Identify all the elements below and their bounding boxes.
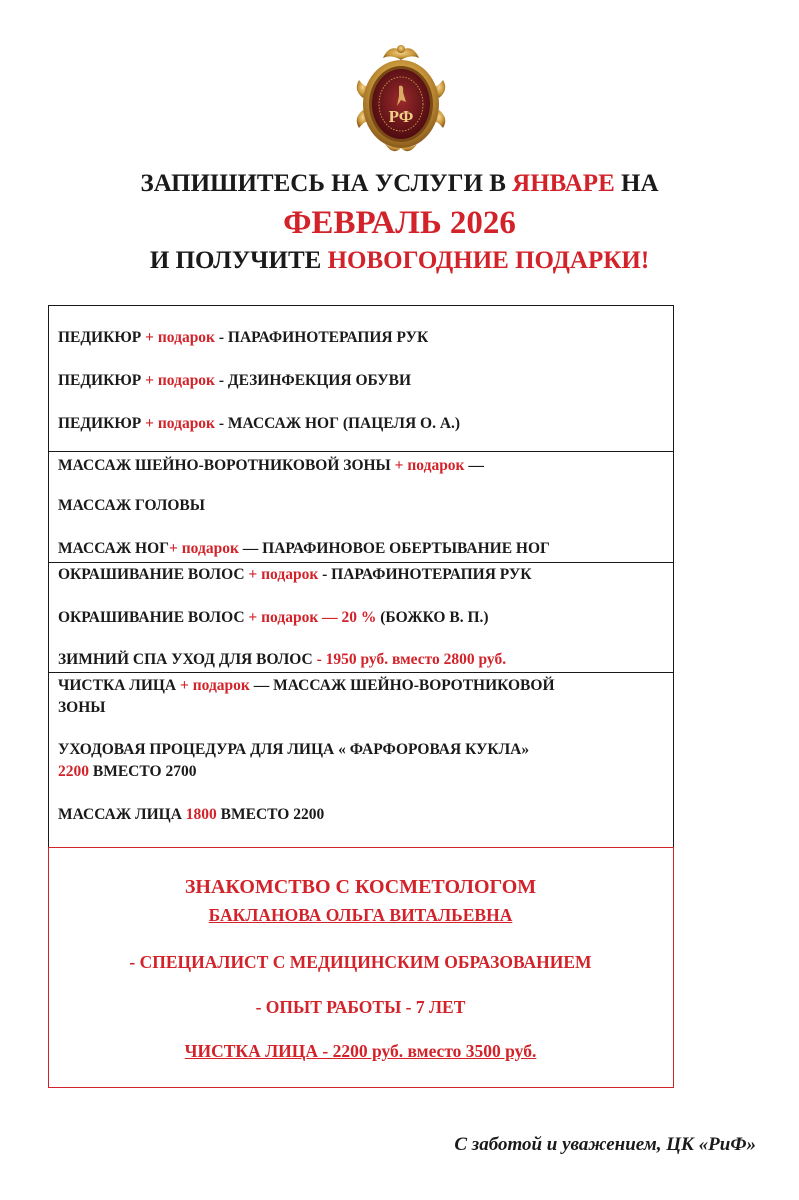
highlight-gifts: НОВОГОДНИЕ ПОДАРКИ! [327, 247, 650, 274]
signature: С заботой и уважением, ЦК «РиФ» [454, 1134, 756, 1155]
headline-line-3: И ПОЛУЧИТЕ НОВОГОДНИЕ ПОДАРКИ! [149, 247, 650, 274]
offer-line: ЗИМНИЙ СПА УХОД ДЛЯ ВОЛОС - 1950 руб. вместо 2800 руб. [58, 651, 507, 668]
offer-line: ПЕДИКЮР + подарок - ПАРАФИНОТЕРАПИЯ РУК [58, 329, 429, 346]
offer-line: ПЕДИКЮР + подарок - ДЕЗИНФЕКЦИЯ ОБУВИ [58, 372, 411, 389]
offer-line: МАССАЖ НОГ+ подарок — ПАРАФИНОВОЕ ОБЕРТЫВАНИЕ НОГ [58, 540, 550, 557]
face-offers-box [48, 672, 674, 848]
cosmetologist-point: - СПЕЦИАЛИСТ С МЕДИЦИНСКИМ ОБРАЗОВАНИЕМ [129, 952, 592, 972]
offer-line: УХОДОВАЯ ПРОЦЕДУРА ДЛЯ ЛИЦА « ФАРФОРОВАЯ КУКЛА» [58, 741, 530, 758]
logo-monogram: РФ [388, 107, 414, 126]
hair-offers-box [48, 562, 674, 673]
offer-line: ОКРАШИВАНИЕ ВОЛОС + подарок - ПАРАФИНОТЕРАПИЯ РУК [58, 566, 532, 583]
massage-offers-box [48, 451, 674, 563]
pedicure-offers-box [48, 305, 674, 452]
headline-date: ФЕВРАЛЬ 2026 [283, 205, 516, 241]
offer-line: ОКРАШИВАНИЕ ВОЛОС + подарок — 20 % (БОЖКО В. П.) [58, 609, 489, 626]
cosmetologist-box [48, 847, 674, 1088]
offer-line: ЧИСТКА ЛИЦА + подарок — МАССАЖ ШЕЙНО-ВОРОТНИКОВОЙ [58, 677, 555, 694]
offer-line: МАССАЖ ЛИЦА 1800 ВМЕСТО 2200 [58, 806, 325, 823]
headline-line-1: ЗАПИШИТЕСЬ НА УСЛУГИ В ЯНВАРЕ НА [140, 170, 659, 197]
highlight-month: ЯНВАРЕ [512, 170, 615, 197]
cosmetologist-name: БАКЛАНОВА ОЛЬГА ВИТАЛЬЕВНА [208, 905, 513, 925]
offer-line: ПЕДИКЮР + подарок - МАССАЖ НОГ (ПАЦЕЛЯ О. А.) [58, 415, 461, 432]
offer-line: 2200 ВМЕСТО 2700 [58, 763, 197, 780]
cosmetologist-title: ЗНАКОМСТВО С КОСМЕТОЛОГОМ [184, 876, 537, 898]
cosmetologist-point: - ОПЫТ РАБОТЫ - 7 ЛЕТ [255, 997, 466, 1017]
offer-line: ЗОНЫ [58, 699, 106, 716]
crest-logo-icon [349, 40, 453, 160]
offer-line: МАССАЖ ШЕЙНО-ВОРОТНИКОВОЙ ЗОНЫ + подарок — [58, 457, 484, 474]
crest-logo [349, 40, 453, 160]
offer-line: МАССАЖ ГОЛОВЫ [58, 497, 205, 514]
cosmetologist-offer: ЧИСТКА ЛИЦА - 2200 руб. вместо 3500 руб. [184, 1041, 537, 1061]
